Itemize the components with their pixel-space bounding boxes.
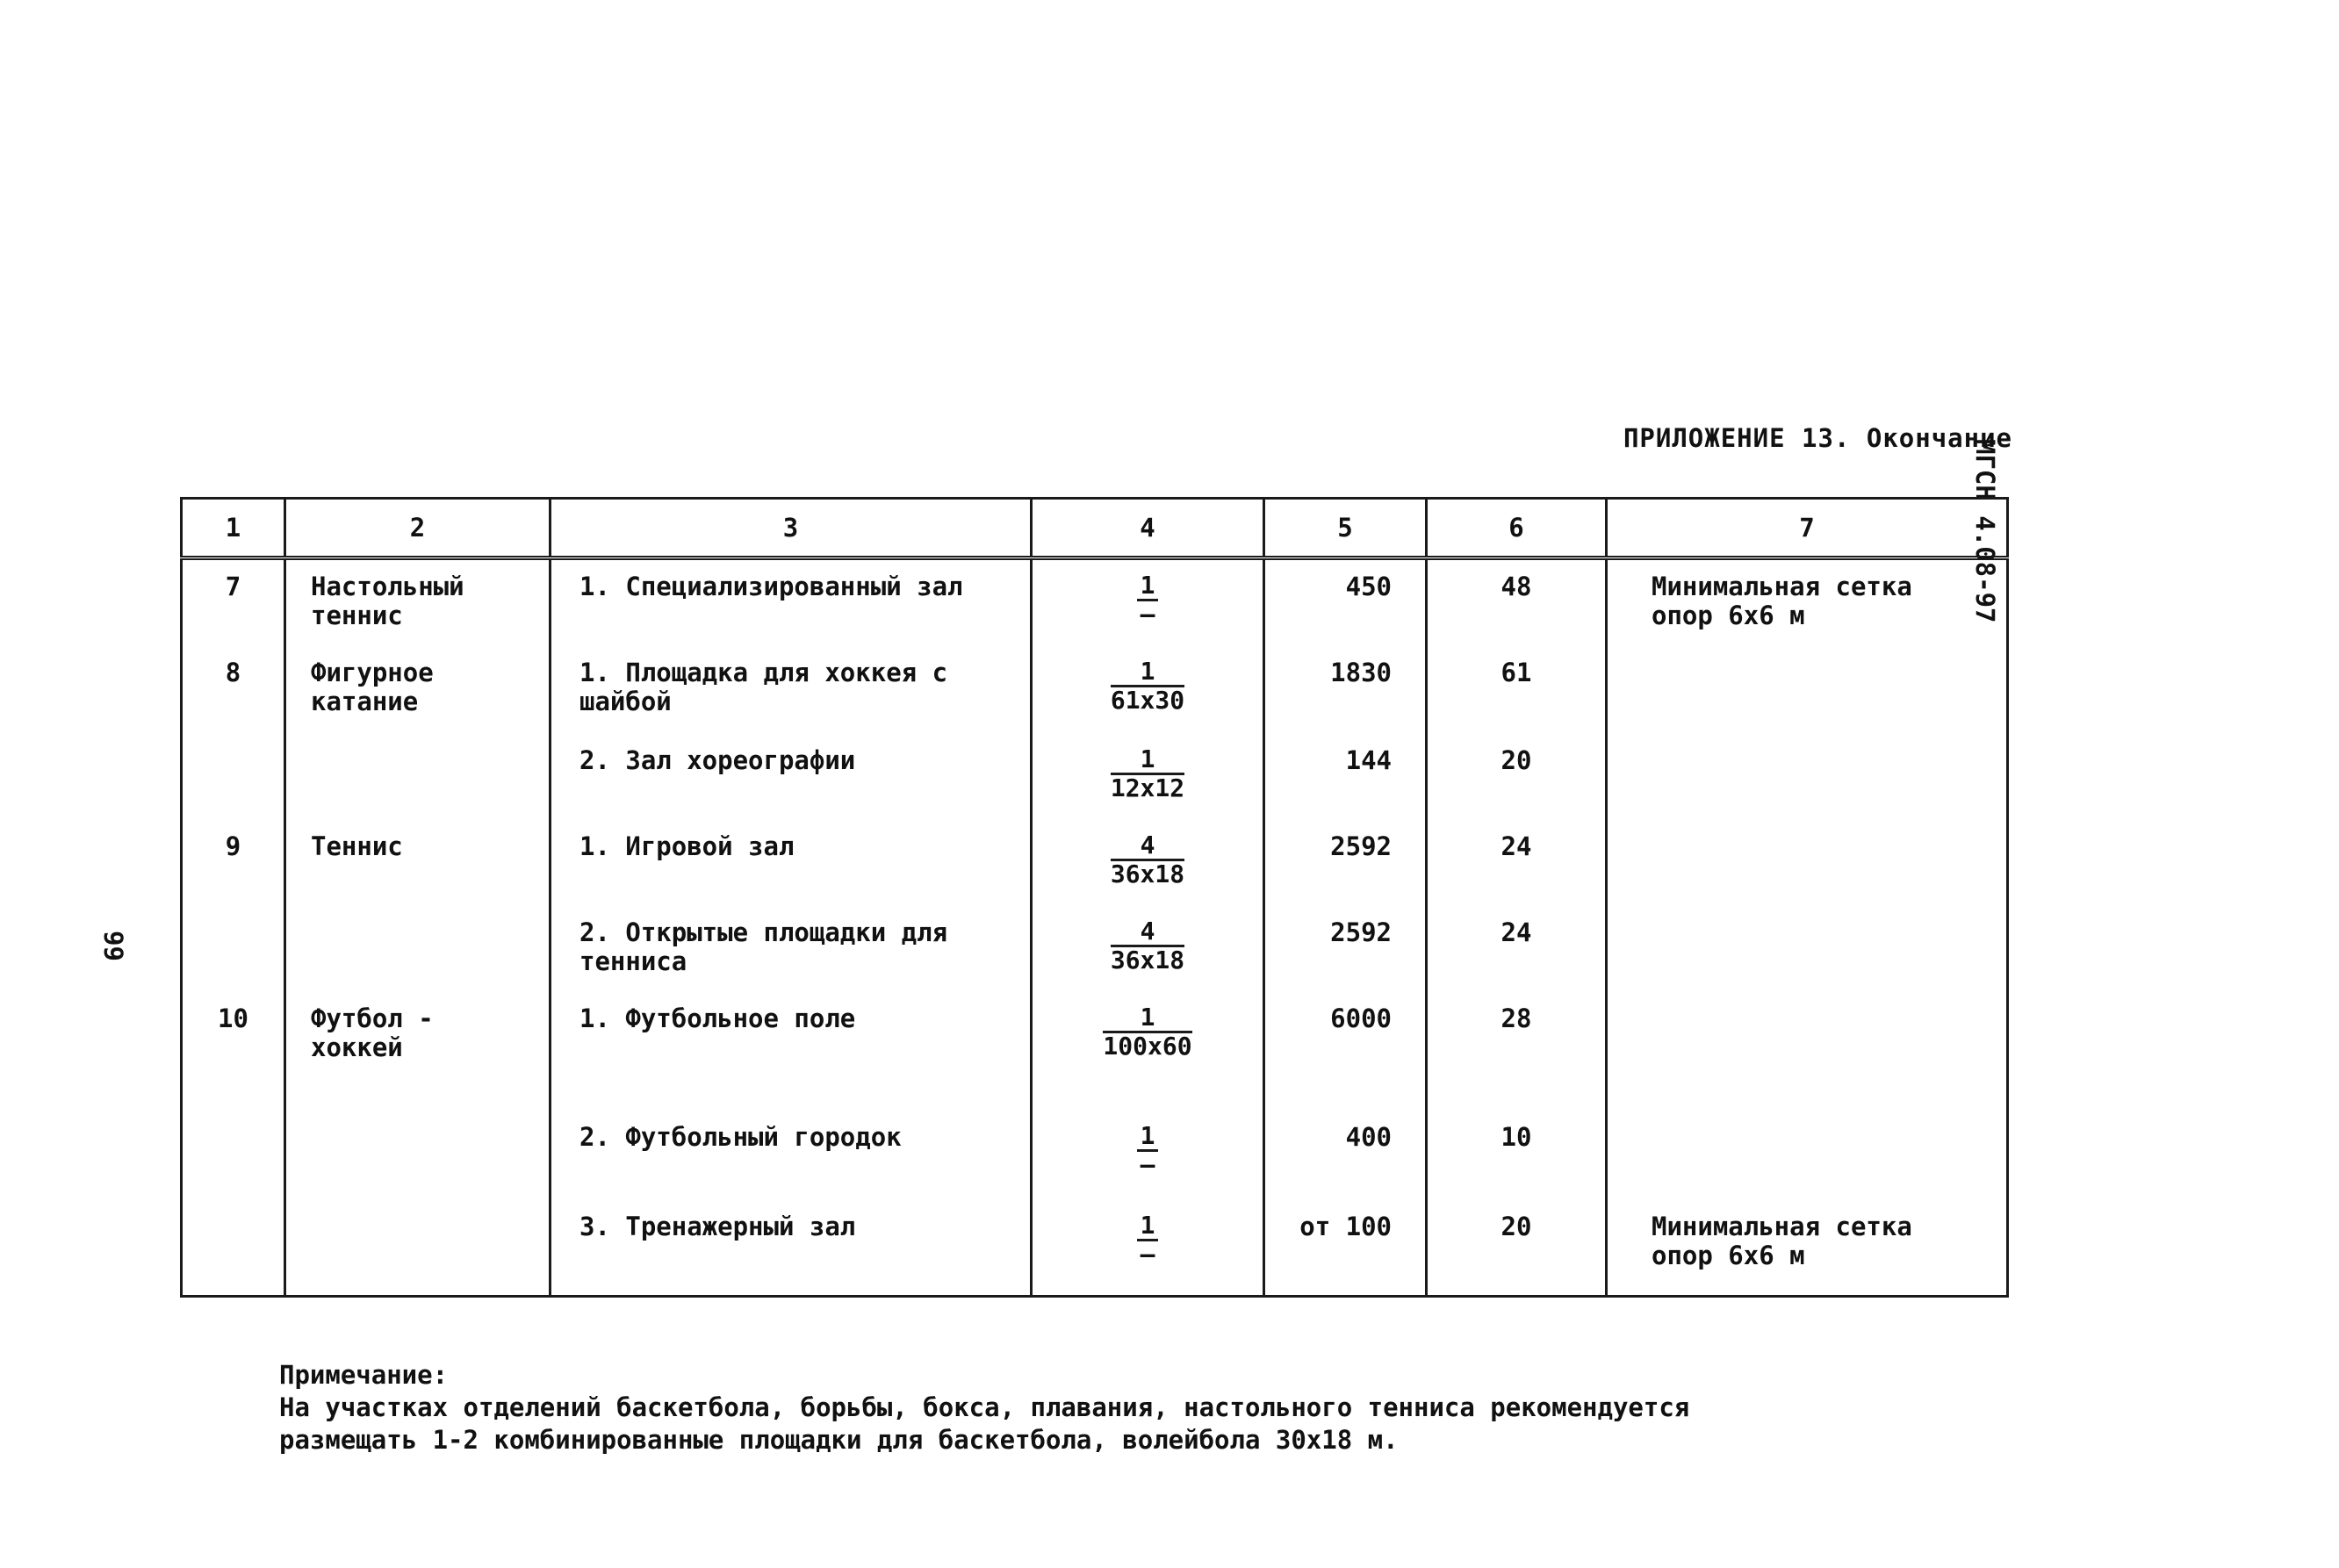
- document-code: МГСН 4.08-97: [1970, 439, 2000, 623]
- column-header: 2: [285, 499, 551, 558]
- table-row: [182, 820, 2008, 906]
- count-size-cell: [1032, 558, 1264, 646]
- count-fraction: [1111, 832, 1184, 888]
- count-value: 1: [1137, 1123, 1159, 1152]
- count-fraction: [1137, 1120, 1159, 1179]
- footnote: [279, 1359, 1689, 1457]
- column-header: 3: [551, 499, 1032, 558]
- note-text: [1607, 906, 2008, 992]
- row-number: [182, 1111, 285, 1200]
- count-fraction: [1111, 918, 1184, 974]
- footnote-line: размещать 1-2 комбинированные площадки для баскетбола, волейбола 30х18 м.: [279, 1425, 1399, 1455]
- column6-value: 24: [1427, 820, 1607, 906]
- count-fraction: [1137, 1212, 1159, 1268]
- table-row: [182, 1111, 2008, 1200]
- room-name: 1. Игровой зал: [551, 820, 1032, 906]
- row-number: 10: [182, 992, 285, 1111]
- room-name: 2. Открытые площадки для тенниса: [551, 906, 1032, 992]
- table-row: [182, 1200, 2008, 1297]
- note-text: [1607, 1111, 2008, 1200]
- row-number: [182, 1200, 285, 1297]
- table-row: [182, 558, 2008, 646]
- note-text: Минимальная сетка опор 6х6 м: [1607, 1200, 2008, 1297]
- count-fraction: [1111, 658, 1184, 714]
- sport-name: Настольный теннис: [285, 558, 551, 646]
- size-value: 61х30: [1110, 685, 1185, 715]
- row-number: [182, 906, 285, 992]
- footnote-title: Примечание:: [279, 1360, 449, 1390]
- room-name: 2. Футбольный городок: [551, 1111, 1032, 1200]
- count-value: 1: [1111, 746, 1184, 775]
- row-number: 8: [182, 646, 285, 734]
- sport-name: [285, 1111, 551, 1200]
- row-number: 9: [182, 820, 285, 906]
- count-size-cell: [1032, 906, 1264, 992]
- page-number: 99: [98, 931, 128, 961]
- column-header: 7: [1607, 499, 2008, 558]
- size-value: 36х18: [1110, 945, 1185, 975]
- page-title: ПРИЛОЖЕНИЕ 13. Окончание: [1623, 423, 2012, 453]
- column-header: 4: [1032, 499, 1264, 558]
- note-text: Минимальная сетка опор 6х6 м: [1607, 558, 2008, 646]
- table-row: [182, 646, 2008, 734]
- size-value: –: [1140, 1149, 1155, 1179]
- note-text: [1607, 734, 2008, 820]
- count-size-cell: [1032, 1111, 1264, 1200]
- room-name: 1. Специализированный зал: [551, 558, 1032, 646]
- count-value: 4: [1111, 918, 1184, 947]
- count-size-cell: [1032, 820, 1264, 906]
- sport-name: Фигурное катание: [285, 646, 551, 734]
- row-number: 7: [182, 558, 285, 646]
- area-value: 6000: [1264, 992, 1427, 1111]
- area-value: 2592: [1264, 906, 1427, 992]
- row-number: [182, 734, 285, 820]
- room-name: 2. Зал хореографии: [551, 734, 1032, 820]
- column6-value: 48: [1427, 558, 1607, 646]
- table-row: [182, 906, 2008, 992]
- room-name: 3. Тренажерный зал: [551, 1200, 1032, 1297]
- column-header: 5: [1264, 499, 1427, 558]
- column6-value: 61: [1427, 646, 1607, 734]
- count-size-cell: [1032, 734, 1264, 820]
- count-value: 1: [1111, 658, 1184, 687]
- note-text: [1607, 646, 2008, 734]
- size-value: 100х60: [1103, 1031, 1192, 1061]
- table-row: [182, 992, 2008, 1111]
- area-value: 2592: [1264, 820, 1427, 906]
- column-header: 1: [182, 499, 285, 558]
- count-fraction: [1103, 1004, 1191, 1060]
- table-row: [182, 734, 2008, 820]
- sport-name: [285, 734, 551, 820]
- note-text: [1607, 820, 2008, 906]
- count-value: 1: [1137, 1212, 1159, 1241]
- specification-table: [180, 497, 2009, 1298]
- footnote-line: На участках отделений баскетбола, борьбы, бокса, плавания, настольного тенниса рекомендуется: [279, 1392, 1690, 1422]
- column-header: 6: [1427, 499, 1607, 558]
- area-value: 400: [1264, 1111, 1427, 1200]
- area-value: 450: [1264, 558, 1427, 646]
- area-value: 1830: [1264, 646, 1427, 734]
- count-value: 1: [1137, 572, 1159, 601]
- column6-value: 24: [1427, 906, 1607, 992]
- size-value: –: [1140, 1239, 1155, 1269]
- count-size-cell: [1032, 1200, 1264, 1297]
- count-fraction: [1111, 746, 1184, 802]
- count-fraction: [1137, 572, 1159, 628]
- room-name: 1. Футбольное поле: [551, 992, 1032, 1111]
- room-name: 1. Площадка для хоккея с шайбой: [551, 646, 1032, 734]
- area-value: от 100: [1264, 1200, 1427, 1297]
- area-value: 144: [1264, 734, 1427, 820]
- size-value: 36х18: [1110, 859, 1185, 888]
- sport-name: Футбол - хоккей: [285, 992, 551, 1111]
- column6-value: 20: [1427, 1200, 1607, 1297]
- sport-name: [285, 906, 551, 992]
- count-size-cell: [1032, 646, 1264, 734]
- column6-value: 10: [1427, 1111, 1607, 1200]
- sport-name: [285, 1200, 551, 1297]
- count-size-cell: [1032, 992, 1264, 1111]
- note-text: [1607, 992, 2008, 1111]
- size-value: –: [1140, 600, 1155, 629]
- column6-value: 28: [1427, 992, 1607, 1111]
- size-value: 12х12: [1110, 773, 1185, 802]
- table-header-row: [182, 499, 2008, 558]
- count-value: 4: [1111, 832, 1184, 861]
- sport-name: Теннис: [285, 820, 551, 906]
- count-value: 1: [1103, 1004, 1191, 1033]
- column6-value: 20: [1427, 734, 1607, 820]
